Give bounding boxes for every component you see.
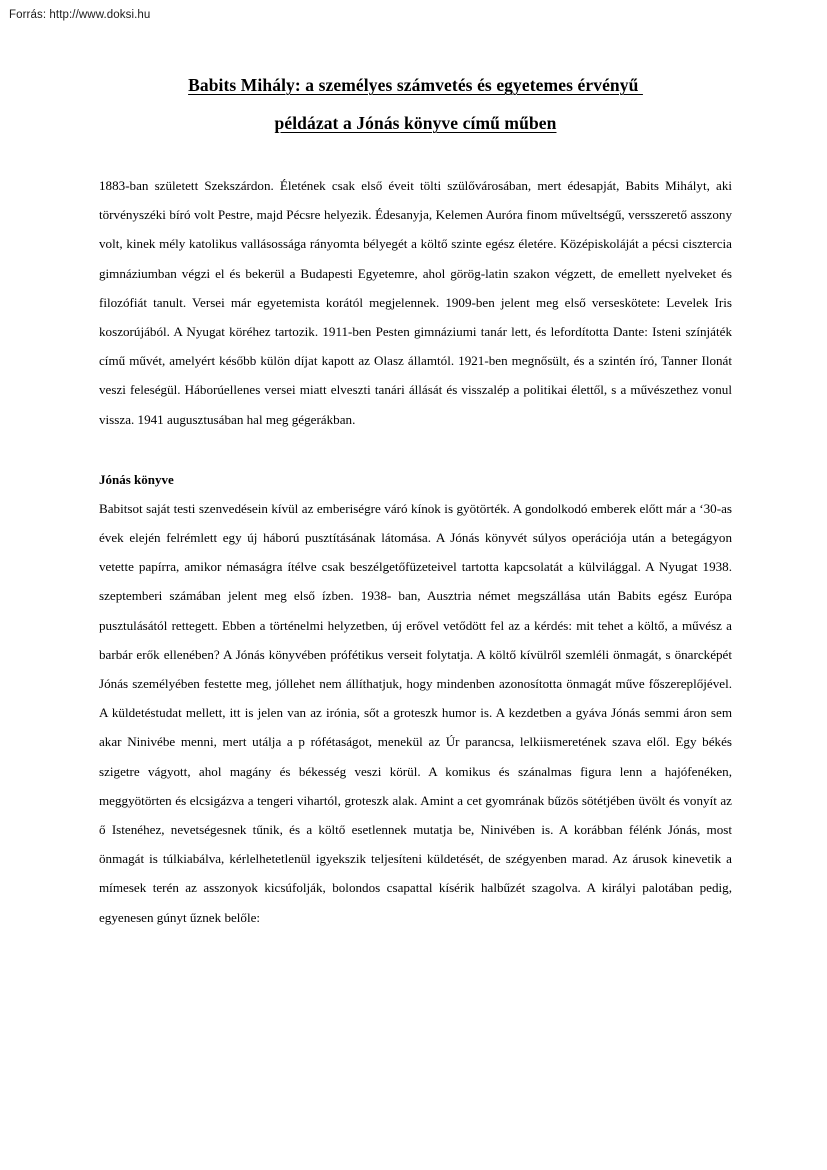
document-body [99,0,732,932]
page-title [99,0,732,142]
paragraph-jonas-konyve: Babitsot saját testi szenvedésein kívül az emberiségre váró kínok is gyötörték. A gondolkodó emberek előtt már a ‘30-as évek elején felrémlett egy új háború pusztításának látomása. A Jónás könyvét súlyos operációja után a betegágyon vetette papírra, amikor némaságra ítélve csak beszélgetőfüzeteivel tartotta kapcsolatát a külvilággal. A Nyugat 1938. szeptemberi számában jelent meg első ízben. 1938- ban, Ausztria német megszállása után Babits egész Európa pusztulásától rettegett. Ebben a történelmi helyzetben, új erővel vetődött fel az a kérdés: mit tehet a költő, a művész a barbár erők ellenében? A Jónás könyvében prófétikus verseit folytatja. A költő kívülről szemléli önmagát, s önarcképét Jónás személyében festette meg, jóllehet nem állíthatjuk, hogy mindenben azonosította önmagát műve főszereplőjével. A küldetéstudat mellett, itt is jelen van az irónia, sőt a groteszk humor is. A kezdetben a gyáva Jónás semmi áron sem akar Ninivébe menni, mert utálja a p rófétaságot, menekül az Úr parancsa, lelkiismeretének szava elől. Egy békés szigetre vágyott, ahol magány és békesség veszi körül. A komikus és szánalmas figura lenn a hajófenéken, meggyötörten és elcsigázva a tengeri vihartól, groteszk alak. Amint a cet gyomrának bűzös sötétjében üvölt és vonyít az ő Istenéhez, nevetségesnek tűnik, és a költő esetlennek mutatja be, Ninivében is. A korábban félénk Jónás, most önmagát is túlkiabálva, kérlelhetetlenül igyekszik teljesíteni küldetését, de szégyenben marad. Az árusok kinevetik a mímesek terén az asszonyok kicsúfolják, bolondos csapattal kísérik halbűzét szagolva. A királyi palotában pedig, egyenesen gúnyt űznek belőle: [99,500,732,925]
page-title-line-2: példázat a Jónás könyve című műben [274,113,557,133]
section-spacer [99,434,732,465]
paragraph-biography: 1883-ban született Szekszárdon. Életének csak első éveit tölti szülővárosában, mert édesapját, Babits Mihályt, aki törvényszéki bíró volt Pestre, majd Pécsre helyezik. Édesanyja, Kelemen Auróra finom műveltségű, versszerető asszony volt, kinek mély katolikus vallásossága rányomta bélyegét a költő szinte egész életére. Középiskoláját a pécsi cisztercia gimnáziumban végzi el és bekerül a Budapesti Egyetemre, ahol görög-latin szakon végzett, de emellett nyelveket és filozófiát tanult. Versei már egyetemista korától megjelennek. 1909-ben jelent meg első verseskötete: Levelek Iris koszorújából. A Nyugat köréhez tartozik. 1911-ben Pesten gimnáziumi tanár lett, és lefordította Dante: Isteni színjáték című művét, amelyért később külön díjat kapott az Olasz államtól. 1921-ben megnősült, és a szintén író, Tanner Ilonát veszi feleségül. Háborúellenes versei miatt elveszti tanári állását és visszalép a politikai élettől, s a művészethez vonul vissza. 1941 augusztusában hal meg gégerákban. [99,178,732,427]
page-title-line-1: Babits Mihály: a személyes számvetés és egyetemes érvényű [188,75,643,95]
title-spacer [99,142,732,171]
source-url-header: Forrás: http://www.doksi.hu [9,9,151,21]
section-heading-jonas-konyve: Jónás könyve [99,471,174,487]
